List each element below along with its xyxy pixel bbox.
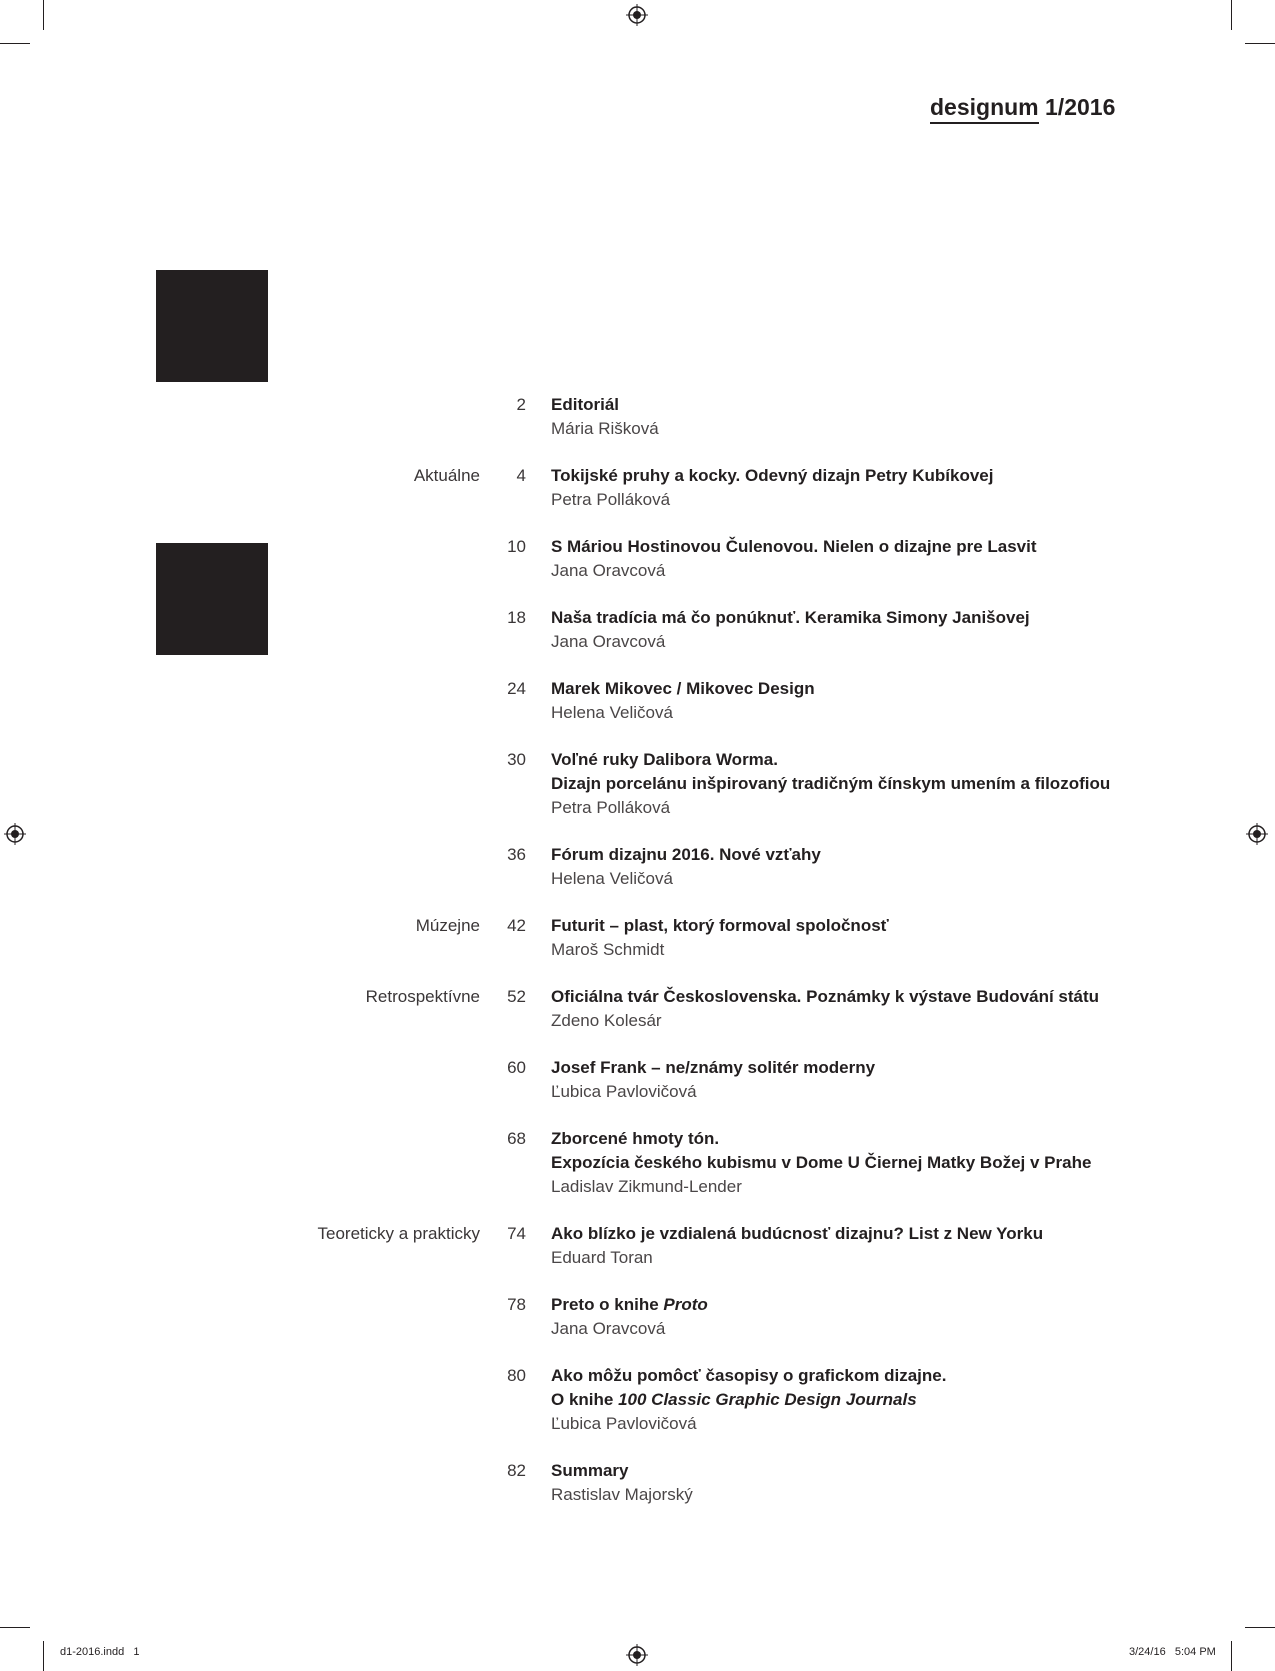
print-slug-timestamp: 3/24/16 5:04 PM — [1129, 1646, 1216, 1658]
toc-author: Jana Oravcová — [551, 561, 666, 580]
toc-title: Oficiálna tvár Československa. Poznámky k výstave Budování státu — [551, 987, 1100, 1006]
crop-mark-bottom-left-vertical — [43, 1641, 44, 1671]
masthead — [930, 94, 1180, 124]
toc-page-number: 60 — [507, 1058, 526, 1077]
crop-mark-bottom-right-horizontal — [1245, 1627, 1275, 1628]
toc-entry — [0, 843, 1275, 891]
toc-page-number: 52 — [507, 987, 526, 1006]
toc-author: Zdeno Kolesár — [551, 1011, 662, 1030]
toc-title: Ako blízko je vzdialená budúcnosť dizajnu? List z New Yorku — [551, 1224, 1044, 1243]
toc-author: Ladislav Zikmund-Lender — [551, 1177, 742, 1196]
crop-mark-top-left-horizontal — [0, 43, 30, 44]
toc-title: Editoriál — [551, 395, 620, 414]
toc-entry — [0, 464, 1275, 512]
toc-author: Petra Polláková — [551, 490, 671, 509]
print-slug-file: d1-2016.indd 1 — [60, 1646, 140, 1658]
toc-entry — [0, 535, 1275, 583]
toc-page-number: 74 — [507, 1224, 526, 1243]
toc-entry — [0, 985, 1275, 1033]
toc-title: Naša tradícia má čo ponúknuť. Keramika Simony Janišovej — [551, 608, 1030, 627]
crop-mark-top-left-vertical — [43, 0, 44, 30]
toc-author: Eduard Toran — [551, 1248, 653, 1267]
toc-page-number: 18 — [507, 608, 526, 627]
crop-mark-bottom-right-vertical — [1231, 1641, 1232, 1671]
toc-author: Rastislav Majorský — [551, 1485, 693, 1504]
toc-title: Futurit – plast, ktorý formoval spoločnosť — [551, 916, 889, 935]
toc-page-number: 82 — [507, 1461, 526, 1480]
toc-page-number: 36 — [507, 845, 526, 864]
toc-title: Zborcené hmoty tón. — [551, 1129, 720, 1148]
toc-entry — [0, 1459, 1275, 1507]
toc-title-line-2: Expozícia českého kubismu v Dome U Čiernej Matky Božej v Prahe — [551, 1153, 1092, 1172]
toc-page-number: 78 — [507, 1295, 526, 1314]
toc-title-line-2: Dizajn porcelánu inšpirovaný tradičným čínskym umením a filozofiou — [551, 774, 1111, 793]
decorative-square — [156, 270, 268, 382]
toc-section: Teoreticky a prakticky — [317, 1224, 480, 1243]
toc-title: Josef Frank – ne/známy solitér moderny — [551, 1058, 876, 1077]
toc-entry — [0, 914, 1275, 962]
toc-author: Helena Veličová — [551, 703, 673, 722]
toc-title: Tokijské pruhy a kocky. Odevný dizajn Petry Kubíkovej — [551, 466, 994, 485]
toc-author: Mária Rišková — [551, 419, 659, 438]
toc-title: Fórum dizajnu 2016. Nové vzťahy — [551, 845, 821, 864]
toc-page-number: 80 — [507, 1366, 526, 1385]
toc-author: Helena Veličová — [551, 869, 673, 888]
toc-page-number: 30 — [507, 750, 526, 769]
toc-entry — [0, 1222, 1275, 1270]
toc-author: Maroš Schmidt — [551, 940, 665, 959]
toc-entry — [0, 393, 1275, 441]
toc-author: Jana Oravcová — [551, 1319, 666, 1338]
toc-page-number: 68 — [507, 1129, 526, 1148]
toc-page-number: 4 — [516, 466, 526, 485]
toc-section: Aktuálne — [413, 466, 480, 485]
toc-page-number: 10 — [507, 537, 526, 556]
magazine-name: designum — [930, 94, 1039, 124]
toc-author: Jana Oravcová — [551, 632, 666, 651]
registration-mark-icon — [626, 1644, 648, 1666]
table-of-contents — [0, 393, 1275, 1530]
toc-title: Marek Mikovec / Mikovec Design — [551, 679, 815, 698]
toc-page-number: 24 — [507, 679, 526, 698]
toc-entry — [0, 1293, 1275, 1341]
toc-entry — [0, 1056, 1275, 1104]
toc-section: Retrospektívne — [365, 987, 480, 1006]
toc-author: Ľubica Pavlovičová — [551, 1414, 697, 1433]
toc-entry — [0, 1364, 1275, 1436]
registration-mark-icon — [626, 4, 648, 26]
toc-entry — [0, 1127, 1275, 1199]
toc-title: Voľné ruky Dalibora Worma. — [551, 750, 778, 769]
toc-section: Múzejne — [415, 916, 480, 935]
issue-number: 1/2016 — [1045, 94, 1116, 120]
toc-title: S Máriou Hostinovou Čulenovou. Nielen o dizajne pre Lasvit — [551, 537, 1037, 556]
toc-title: Ako môžu pomôcť časopisy o grafickom dizajne. — [551, 1366, 947, 1385]
crop-mark-bottom-left-horizontal — [0, 1627, 30, 1628]
toc-author: Petra Polláková — [551, 798, 671, 817]
toc-title: Summary — [551, 1461, 629, 1480]
toc-title: Preto o knihe Proto — [551, 1295, 708, 1314]
toc-entry — [0, 677, 1275, 725]
toc-title-line-2: O knihe 100 Classic Graphic Design Journals — [551, 1390, 917, 1409]
crop-mark-top-right-vertical — [1231, 0, 1232, 30]
toc-page-number: 2 — [516, 395, 526, 414]
toc-page-number: 42 — [507, 916, 526, 935]
toc-entry — [0, 748, 1275, 820]
book-title: Proto — [663, 1295, 708, 1314]
toc-author: Ľubica Pavlovičová — [551, 1082, 697, 1101]
toc-entry — [0, 606, 1275, 654]
book-title: 100 Classic Graphic Design Journals — [618, 1390, 917, 1409]
crop-mark-top-right-horizontal — [1245, 43, 1275, 44]
